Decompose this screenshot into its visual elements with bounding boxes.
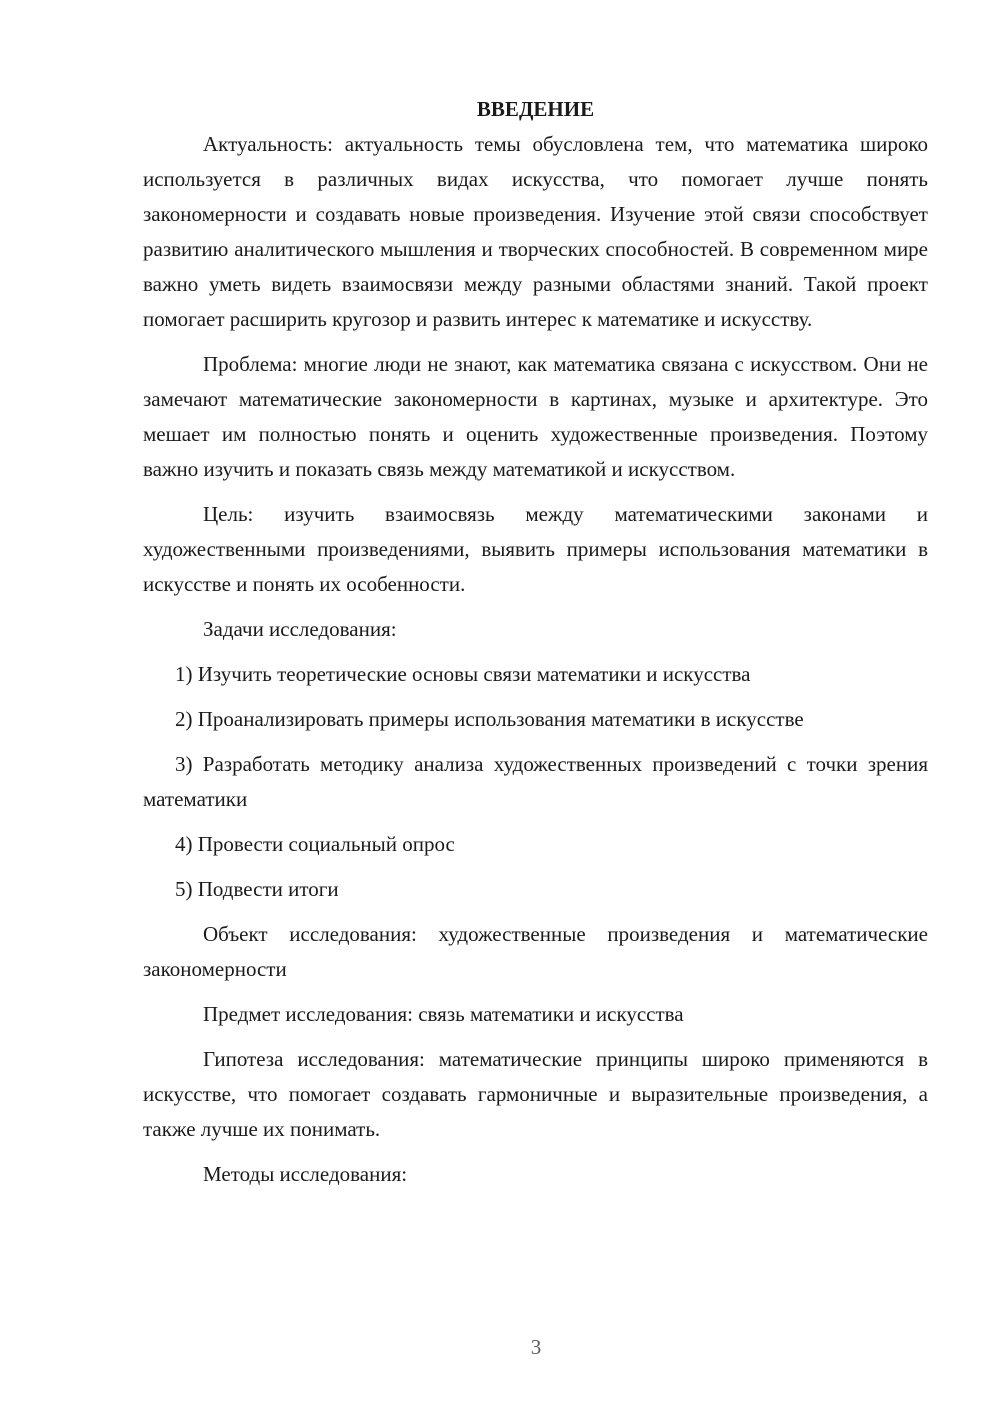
paragraph-subject: Предмет исследования: связь математики и искусства [203,1002,684,1026]
paragraph-tasks-heading: Задачи исследования: [203,617,397,641]
paragraph-hypothesis: Гипотеза исследования: математические принципы широко применяются в искусстве, что помогает создавать гармоничные и выразительные произведения, а также лучше их понимать. [143,1047,928,1141]
paragraph-problem: Проблема: многие люди не знают, как математика связана с искусством. Они не замечают математические закономерности в картинах, музыке и архитектуре. Это мешает им полностью понять и оценить художественные произведения. Поэтому важно изучить и показать связь между математикой и искусством. [143,352,928,481]
task-item-3: 3) Разработать методику анализа художественных произведений с точки зрения математики [143,752,928,811]
section-title: ВВЕДЕНИЕ [476,97,595,121]
task-item-4: 4) Провести социальный опрос [175,832,455,856]
task-item-1: 1) Изучить теоретические основы связи математики и искусства [175,662,751,686]
paragraph-object: Объект исследования: художественные произведения и математические закономерности [143,922,928,981]
paragraph-goal: Цель: изучить взаимосвязь между математическими законами и художественными произведениями, выявить примеры использования математики в искусстве и понять их особенности. [143,502,928,596]
document-body [143,92,928,1202]
task-item-5: 5) Подвести итоги [175,877,339,901]
paragraph-methods: Методы исследования: [203,1162,408,1186]
task-item-2: 2) Проанализировать примеры использования математики в искусстве [175,707,804,731]
page-number: 3 [530,1335,542,1359]
paragraph-relevance: Актуальность: актуальность темы обусловлена тем, что математика широко используется в различных видах искусства, что помогает лучше понять закономерности и создавать новые произведения. Изучение этой связи способствует развитию аналитического мышления и творческих способностей. В современном мире важно уметь видеть взаимосвязи между разными областями знаний. Такой проект помогает расширить кругозор и развить интерес к математике и искусству. [143,132,928,331]
